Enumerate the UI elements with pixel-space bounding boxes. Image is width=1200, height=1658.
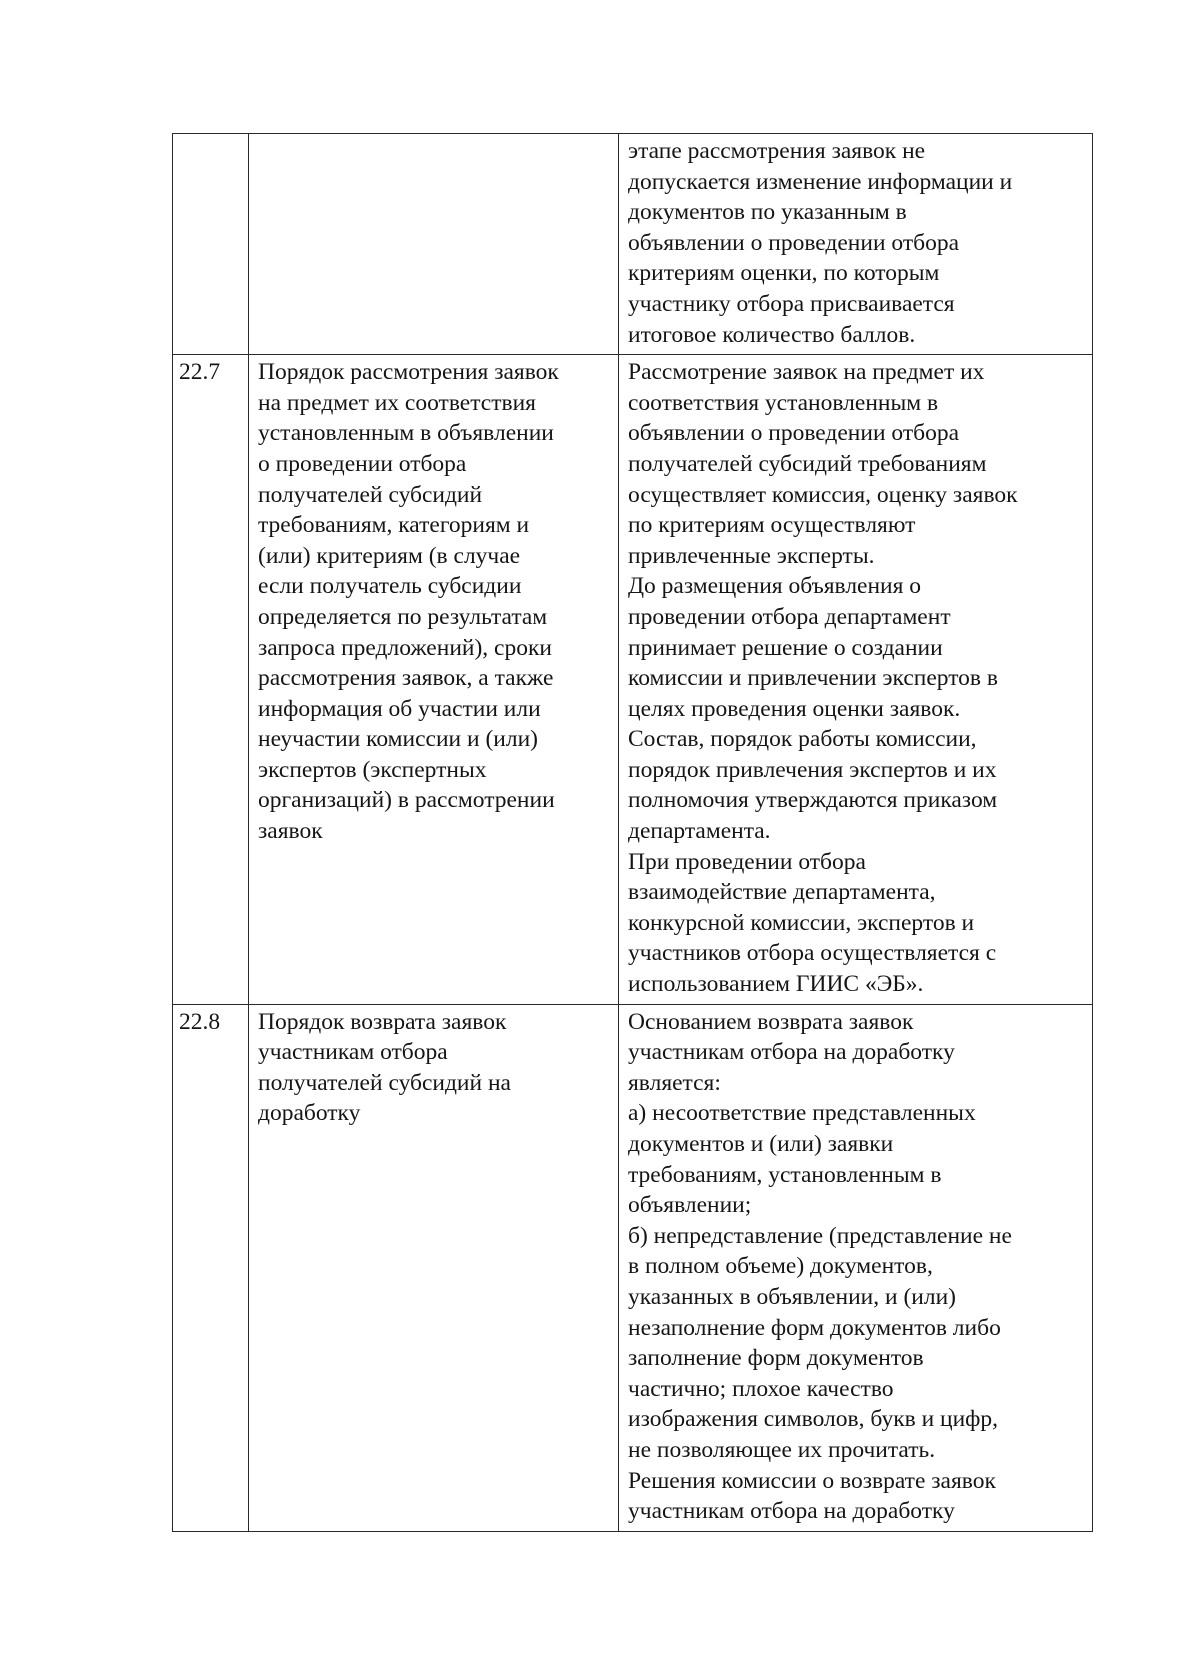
- name-line: если получатель субсидии: [258, 573, 522, 600]
- description-line: объявлении;: [628, 1192, 752, 1219]
- description-line: участникам отбора на доработку: [628, 1498, 955, 1525]
- description-line: документов и (или) заявки: [628, 1131, 894, 1157]
- description-line: При проведении отбора: [628, 848, 866, 875]
- description-line: целях проведения оценки заявок.: [628, 695, 961, 722]
- description-line: указанных в объявлении, и (или): [628, 1283, 956, 1310]
- name-line: получателей субсидий на: [258, 1069, 511, 1096]
- description-line: критериям оценки, по которым: [628, 260, 940, 287]
- description-line: документов по указанным в: [628, 199, 907, 226]
- name-line: Порядок рассмотрения заявок: [258, 359, 559, 386]
- row-description-cell: [619, 355, 1093, 1004]
- name-line: организаций) в рассмотрении: [258, 787, 555, 814]
- name-line: экспертов (экспертных: [258, 756, 487, 783]
- description-line: является:: [628, 1069, 721, 1096]
- name-line: о проведении отбора: [258, 450, 467, 477]
- description-line: До размещения объявления о: [628, 573, 922, 600]
- description-line: б) непредставление (представление не: [628, 1222, 1012, 1249]
- description-line: проведении отбора департамент: [628, 603, 951, 630]
- description-line: Состав, порядок работы комиссии,: [628, 726, 977, 753]
- row-name-cell: [249, 134, 619, 355]
- name-line: (или) критериям (в случае: [258, 542, 521, 569]
- table-row-continuation: [173, 134, 1093, 355]
- name-line: на предмет их соответствия: [258, 389, 536, 416]
- name-line: рассмотрения заявок, а также: [258, 665, 554, 692]
- description-line: соответствия установленным в: [628, 389, 939, 416]
- name-line: требованиям, категориям и: [258, 512, 530, 539]
- name-line: установленным в объявлении: [258, 420, 554, 447]
- description-line: получателей субсидий требованиям: [628, 450, 987, 477]
- description-line: Основанием возврата заявок: [628, 1008, 914, 1035]
- description-line: участников отбора осуществляется с: [628, 940, 997, 967]
- row-number-cell: [173, 134, 249, 355]
- description-line: участнику отбора присваивается: [628, 290, 955, 317]
- description-line: незаполнение форм документов либо: [628, 1314, 1001, 1341]
- row-description-cell: [619, 1004, 1093, 1531]
- row-number-cell: 22.7: [173, 355, 249, 1004]
- description-line: объявлении о проведении отбора: [628, 229, 959, 256]
- description-line: этапе рассмотрения заявок не: [628, 138, 926, 164]
- description-line: в полном объеме) документов,: [628, 1253, 933, 1280]
- description-line: не позволяющее их прочитать.: [628, 1436, 936, 1463]
- description-line: а) несоответствие представленных: [628, 1100, 976, 1127]
- description-line: конкурсной комиссии, экспертов и: [628, 909, 975, 936]
- description-line: частично; плохое качество: [628, 1375, 894, 1402]
- description-line: по критериям осуществляют: [628, 512, 916, 539]
- description-line: Рассмотрение заявок на предмет их: [628, 359, 985, 386]
- description-line: изображения символов, букв и цифр,: [628, 1406, 999, 1433]
- row-description-cell: [619, 134, 1093, 355]
- description-line: порядок привлечения экспертов и их: [628, 756, 997, 783]
- name-line: Порядок возврата заявок: [258, 1008, 507, 1035]
- description-line: департамента.: [628, 818, 771, 845]
- name-line: определяется по результатам: [258, 603, 548, 630]
- description-line: взаимодействие департамента,: [628, 879, 936, 906]
- description-line: заполнение форм документов: [628, 1345, 924, 1372]
- description-line: комиссии и привлечении экспертов в: [628, 665, 998, 692]
- description-line: допускается изменение информации и: [628, 168, 1013, 195]
- name-line: информация об участии или: [258, 695, 541, 722]
- description-line: принимает решение о создании: [628, 634, 943, 661]
- description-line: использованием ГИИС «ЭБ».: [628, 971, 924, 998]
- description-line: требованиям, установленным в: [628, 1161, 942, 1188]
- name-line: заявок: [258, 818, 323, 845]
- row-name-cell: [249, 355, 619, 1004]
- name-line: доработку: [258, 1100, 361, 1127]
- name-line: запроса предложений), сроки: [258, 634, 552, 661]
- description-line: Решения комиссии о возврате заявок: [628, 1467, 996, 1494]
- description-line: участникам отбора на доработку: [628, 1039, 955, 1066]
- description-line: итоговое количество баллов.: [628, 321, 916, 348]
- name-line: получателей субсидий: [258, 481, 483, 508]
- description-line: осуществляет комиссия, оценку заявок: [628, 481, 1018, 508]
- regulation-table: [172, 133, 1093, 1532]
- row-name-cell: [249, 1004, 619, 1531]
- row-number-cell: 22.8: [173, 1004, 249, 1531]
- name-line: участникам отбора: [258, 1039, 448, 1066]
- table-row-22-8: [173, 1004, 1093, 1531]
- description-line: привлеченные эксперты.: [628, 542, 875, 569]
- name-line: неучастии комиссии и (или): [258, 726, 538, 753]
- description-line: объявлении о проведении отбора: [628, 420, 959, 447]
- description-line: полномочия утверждаются приказом: [628, 787, 998, 814]
- table-row-22-7: [173, 355, 1093, 1004]
